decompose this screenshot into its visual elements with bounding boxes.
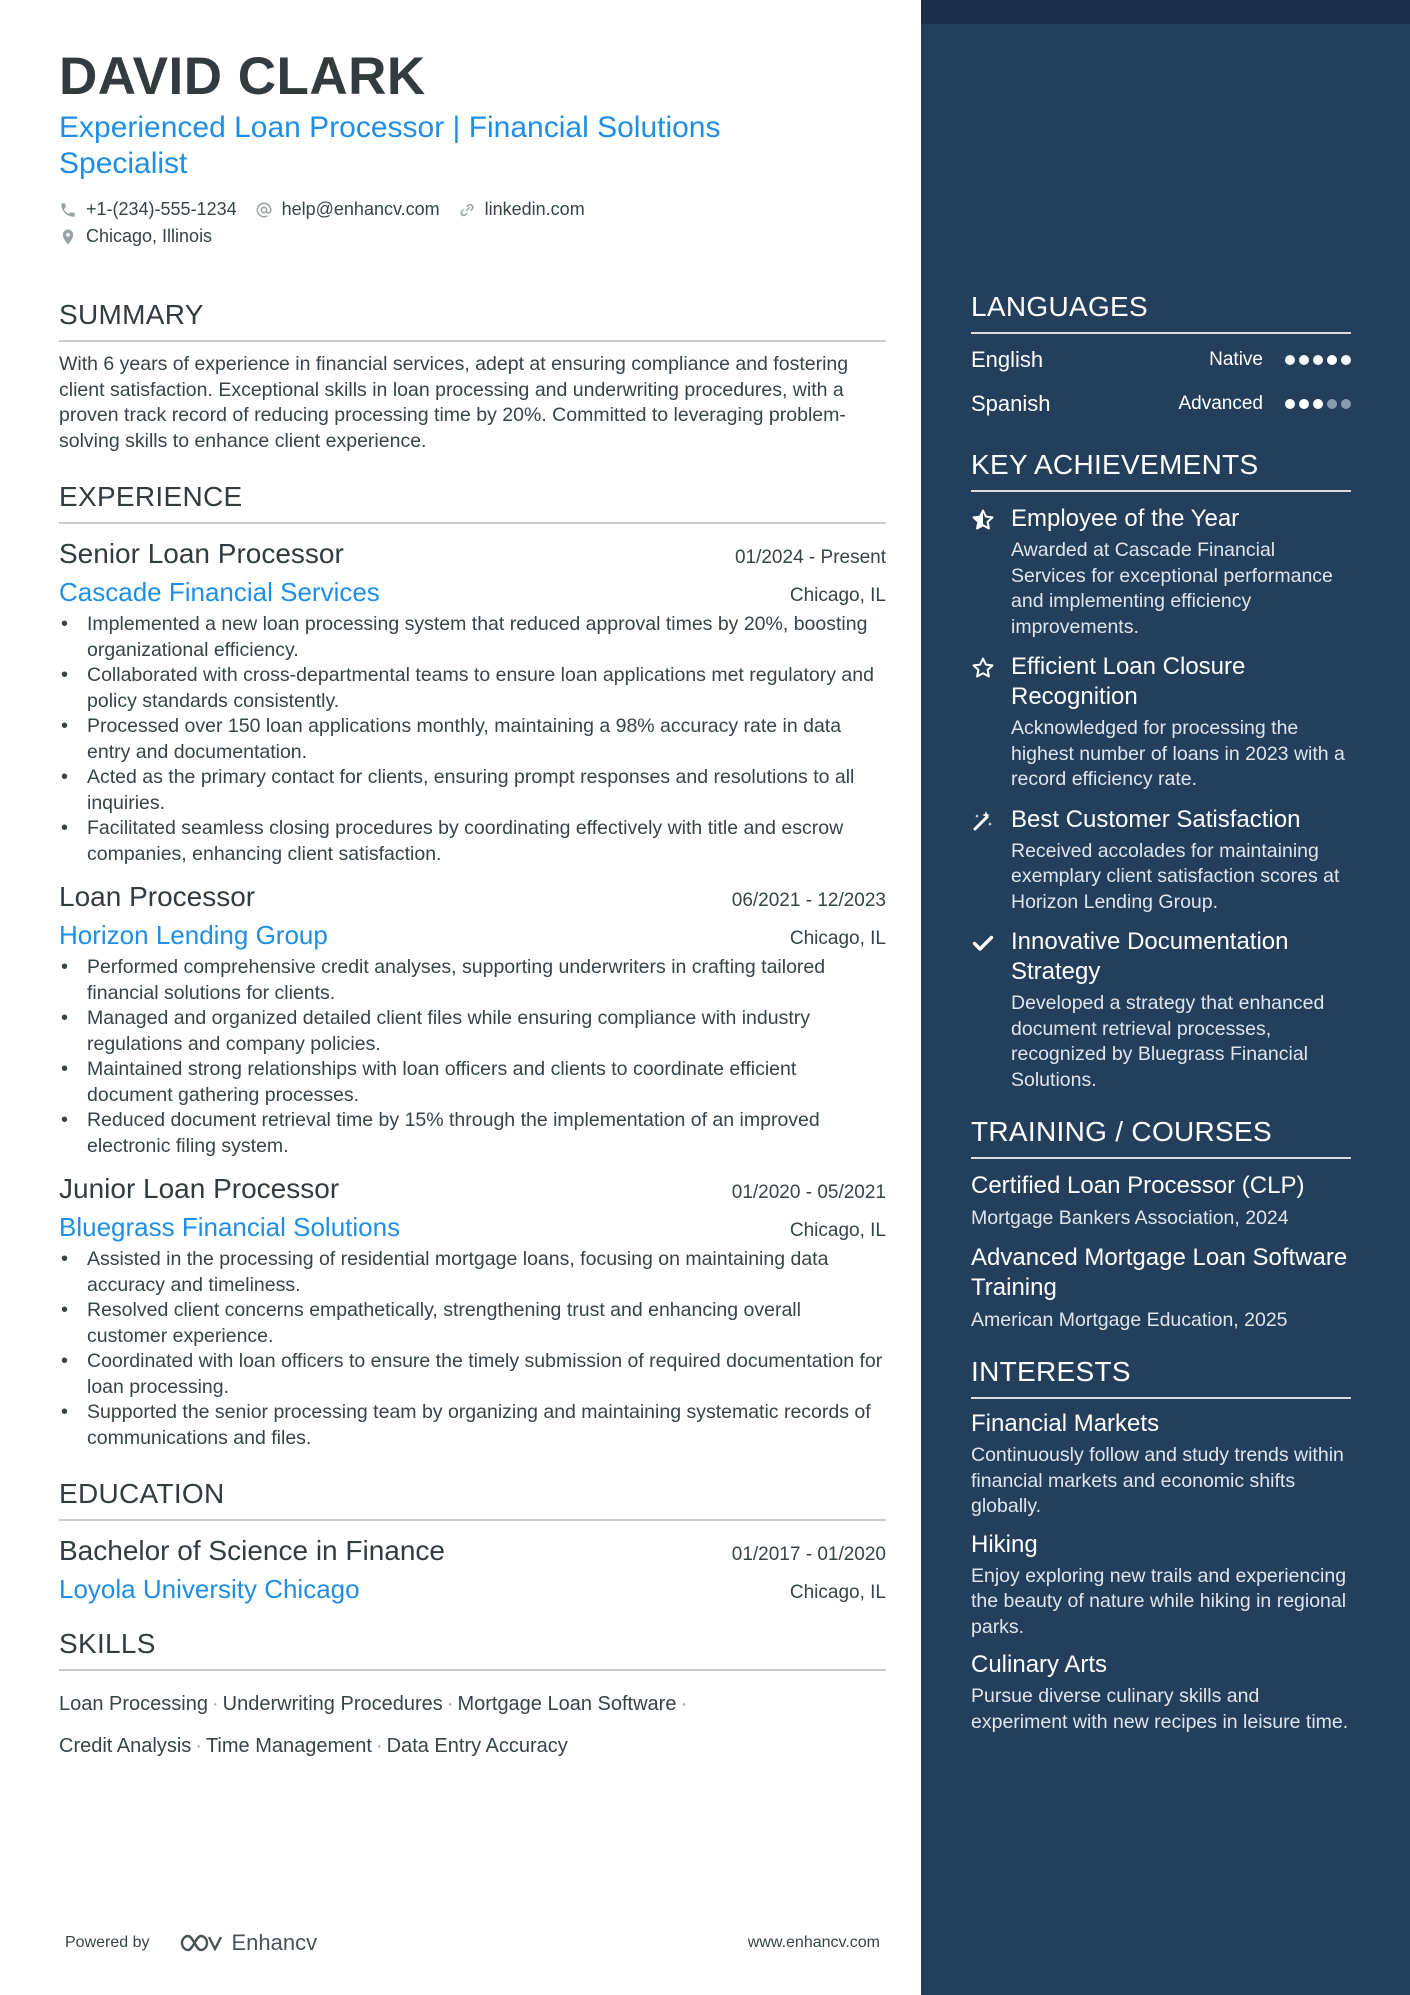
job-location: Chicago, IL — [789, 585, 886, 606]
rating-dot — [1285, 399, 1295, 409]
headline: Experienced Loan Processor | Financial Solutions Specialist — [59, 111, 721, 180]
job-title: Senior Loan Processor — [59, 538, 344, 569]
job-company: Cascade Financial Services — [59, 577, 380, 607]
bullet-item: • Reduced document retrieval time by 15% through the implementation of an improved electronic filing system. — [59, 1108, 886, 1159]
bullet-item: • Assisted in the processing of residential mortgage loans, focusing on maintaining data accuracy and timeliness. — [59, 1247, 886, 1298]
interests-title: INTERESTS — [971, 1355, 1351, 1399]
bullet-item: • Coordinated with loan officers to ensure the timely submission of required documentation for loan processing. — [59, 1349, 886, 1400]
interest-title: Hiking — [971, 1530, 1038, 1558]
experience-section — [59, 480, 886, 1451]
course-item — [971, 1171, 1351, 1231]
footer — [65, 1930, 880, 1956]
bullet-item: • Performed comprehensive credit analyses, supporting underwriters in crafting tailored financial solutions for clients. — [59, 955, 886, 1006]
education-title: EDUCATION — [59, 1477, 886, 1521]
bullet-item: • Maintained strong relationships with loan officers and clients to coordinate efficient document gathering processes. — [59, 1057, 886, 1108]
job-company: Horizon Lending Group — [59, 920, 328, 950]
interest-title: Financial Markets — [971, 1410, 1160, 1437]
bullet-item: • Acted as the primary contact for clients, ensuring prompt responses and resolutions to all inquiries. — [59, 765, 886, 816]
degree: Bachelor of Science in Finance — [59, 1535, 445, 1566]
phone-icon — [59, 201, 77, 219]
language-name: Spanish — [971, 391, 1051, 416]
phone-number: +1-(234)-555-1234 — [86, 199, 237, 219]
magic-wand-icon — [971, 809, 995, 833]
at-icon — [255, 201, 273, 219]
job-date: 06/2021 - 12/2023 — [731, 890, 886, 911]
skills-list: Loan Processing · Underwriting Procedures · Mortgage Loan Software · Credit Analysis · Time Management · Data Entry Accuracy — [59, 1693, 688, 1757]
job-location: Chicago, IL — [789, 928, 886, 949]
course-title: Certified Loan Processor (CLP) — [971, 1172, 1305, 1199]
achievement-item — [971, 805, 1351, 916]
linkedin-contact[interactable] — [458, 199, 585, 220]
job-entry — [59, 879, 886, 1159]
rating-dot — [1313, 399, 1323, 409]
website-link[interactable]: www.enhancv.com — [747, 1934, 880, 1951]
linkedin-url: linkedin.com — [484, 199, 585, 219]
summary-section — [59, 298, 886, 454]
interest-desc: Pursue diverse culinary skills and experiment with new recipes in leisure time. — [971, 1685, 1349, 1733]
job-date: 01/2020 - 05/2021 — [731, 1182, 886, 1203]
skills-title: SKILLS — [59, 1627, 886, 1671]
skill-item: Mortgage Loan Software — [457, 1693, 677, 1715]
email-address: help@enhancv.com — [281, 199, 440, 219]
job-entry — [59, 536, 886, 867]
education-section — [59, 1477, 886, 1605]
interest-item — [971, 1409, 1351, 1520]
achievement-desc: Acknowledged for processing the highest number of loans in 2023 with a record efficiency rate. — [1011, 717, 1345, 790]
achievement-item — [971, 652, 1351, 793]
skills-section — [59, 1627, 886, 1767]
rating-dot — [1299, 355, 1309, 365]
bullet-item: • Processed over 150 loan applications monthly, maintaining a 98% accuracy rate in data entry and documentation. — [59, 714, 886, 765]
rating-dot — [1299, 399, 1309, 409]
link-icon — [458, 201, 476, 219]
language-level: Native — [1209, 349, 1263, 370]
email-contact[interactable] — [255, 199, 440, 220]
location-text: Chicago, Illinois — [86, 226, 213, 246]
bullet-item: • Resolved client concerns empathetically, strengthening trust and enhancing overall customer experience. — [59, 1298, 886, 1349]
star-half-icon — [971, 508, 995, 532]
skill-item: Loan Processing — [59, 1693, 208, 1715]
summary-title: SUMMARY — [59, 298, 886, 342]
achievement-item — [971, 504, 1351, 640]
achievements-section — [971, 448, 1351, 1093]
language-item — [971, 382, 1351, 426]
bullet-item: • Collaborated with cross-departmental teams to ensure loan applications met regulatory and policy standards consistently. — [59, 663, 886, 714]
training-section — [971, 1115, 1351, 1333]
course-provider: Mortgage Bankers Association, 2024 — [971, 1207, 1289, 1229]
skill-item: Underwriting Procedures — [222, 1693, 443, 1715]
job-title: Loan Processor — [59, 881, 256, 912]
enhancv-logo[interactable] — [178, 1930, 318, 1956]
education-location: Chicago, IL — [789, 1582, 886, 1603]
rating-dot — [1313, 355, 1323, 365]
rating-dot — [1341, 399, 1351, 409]
job-entry — [59, 1171, 886, 1451]
language-rating — [1285, 355, 1351, 365]
languages-section — [971, 290, 1351, 426]
interest-desc: Continuously follow and study trends within financial markets and economic shifts globally. — [971, 1444, 1344, 1517]
rating-dot — [1341, 355, 1351, 365]
bullet-item: • Supported the senior processing team by organizing and maintaining systematic records of communications and files. — [59, 1400, 886, 1451]
skill-item: Data Entry Accuracy — [386, 1735, 568, 1757]
job-company: Bluegrass Financial Solutions — [59, 1212, 401, 1242]
school: Loyola University Chicago — [59, 1574, 360, 1604]
achievement-desc: Awarded at Cascade Financial Services for exceptional performance and implementing efficiency improvements. — [1011, 539, 1333, 638]
checkmark-icon — [971, 931, 995, 955]
achievement-title: Best Customer Satisfaction — [1011, 805, 1301, 833]
course-provider: American Mortgage Education, 2025 — [971, 1309, 1288, 1331]
achievement-title: Employee of the Year — [1011, 505, 1240, 532]
job-date: 01/2024 - Present — [734, 547, 886, 568]
education-date: 01/2017 - 01/2020 — [731, 1544, 886, 1565]
enhancv-brand: Enhancv — [231, 1930, 318, 1955]
summary-text: With 6 years of experience in financial services, adept at ensuring compliance and fostering client satisfaction. Exceptional skills in loan processing and underwriting procedures, with a proven track record of reducing processing time by 20%. Committed to leveraging problem-solving skills to enhance client experience. — [59, 353, 849, 452]
candidate-name: DAVID CLARK — [59, 47, 426, 106]
language-name: English — [971, 347, 1044, 372]
rating-dot — [1327, 355, 1337, 365]
main-column — [59, 48, 886, 1767]
achievement-title: Innovative Documentation Strategy — [1011, 928, 1289, 985]
contact-info — [59, 196, 886, 250]
achievement-desc: Received accolades for maintaining exemplary client satisfaction scores at Horizon Lending Group. — [1011, 839, 1340, 913]
achievement-item — [971, 927, 1351, 1093]
training-title: TRAINING / COURSES — [971, 1115, 1351, 1159]
interests-section — [971, 1355, 1351, 1735]
sidebar-top-bar — [921, 0, 1410, 24]
job-location: Chicago, IL — [789, 1220, 886, 1241]
location-pin-icon — [59, 228, 77, 246]
interest-title: Culinary Arts — [971, 1651, 1108, 1678]
enhancv-logo-icon — [178, 1932, 224, 1954]
skill-item: Credit Analysis — [59, 1735, 192, 1757]
job-bullets — [59, 612, 886, 867]
job-title: Junior Loan Processor — [59, 1173, 340, 1204]
rating-dot — [1285, 355, 1295, 365]
interest-item — [971, 1530, 1351, 1641]
achievement-desc: Developed a strategy that enhanced document retrieval processes, recognized by Bluegrass Financial Solutions. — [1011, 992, 1325, 1091]
location-contact — [59, 226, 212, 247]
achievements-title: KEY ACHIEVEMENTS — [971, 448, 1351, 492]
language-item — [971, 338, 1351, 382]
interest-desc: Enjoy exploring new trails and experiencing the beauty of nature while hiking in regional parks. — [971, 1564, 1347, 1638]
powered-by — [65, 1930, 317, 1956]
interest-item — [971, 1650, 1351, 1735]
language-level: Advanced — [1178, 393, 1263, 414]
course-title: Advanced Mortgage Loan Software Training — [971, 1244, 1348, 1301]
languages-title: LANGUAGES — [971, 290, 1351, 334]
star-outline-icon — [971, 656, 995, 680]
experience-title: EXPERIENCE — [59, 480, 886, 524]
achievement-title: Efficient Loan Closure Recognition — [1011, 653, 1246, 710]
bullet-item: • Managed and organized detailed client files while ensuring compliance with industry regulations and company policies. — [59, 1006, 886, 1057]
phone-contact[interactable] — [59, 199, 237, 220]
language-rating — [1285, 399, 1351, 409]
education-entry — [59, 1533, 886, 1605]
sidebar — [921, 0, 1410, 1995]
bullet-item: • Implemented a new loan processing system that reduced approval times by 20%, boosting organizational efficiency. — [59, 612, 886, 663]
powered-by-label: Powered by — [65, 1934, 150, 1951]
job-bullets — [59, 1247, 886, 1451]
bullet-item: • Facilitated seamless closing procedures by coordinating effectively with title and escrow companies, enhancing client satisfaction. — [59, 816, 886, 867]
skill-item: Time Management — [205, 1735, 372, 1757]
job-bullets — [59, 955, 886, 1159]
course-item — [971, 1243, 1351, 1333]
rating-dot — [1327, 399, 1337, 409]
